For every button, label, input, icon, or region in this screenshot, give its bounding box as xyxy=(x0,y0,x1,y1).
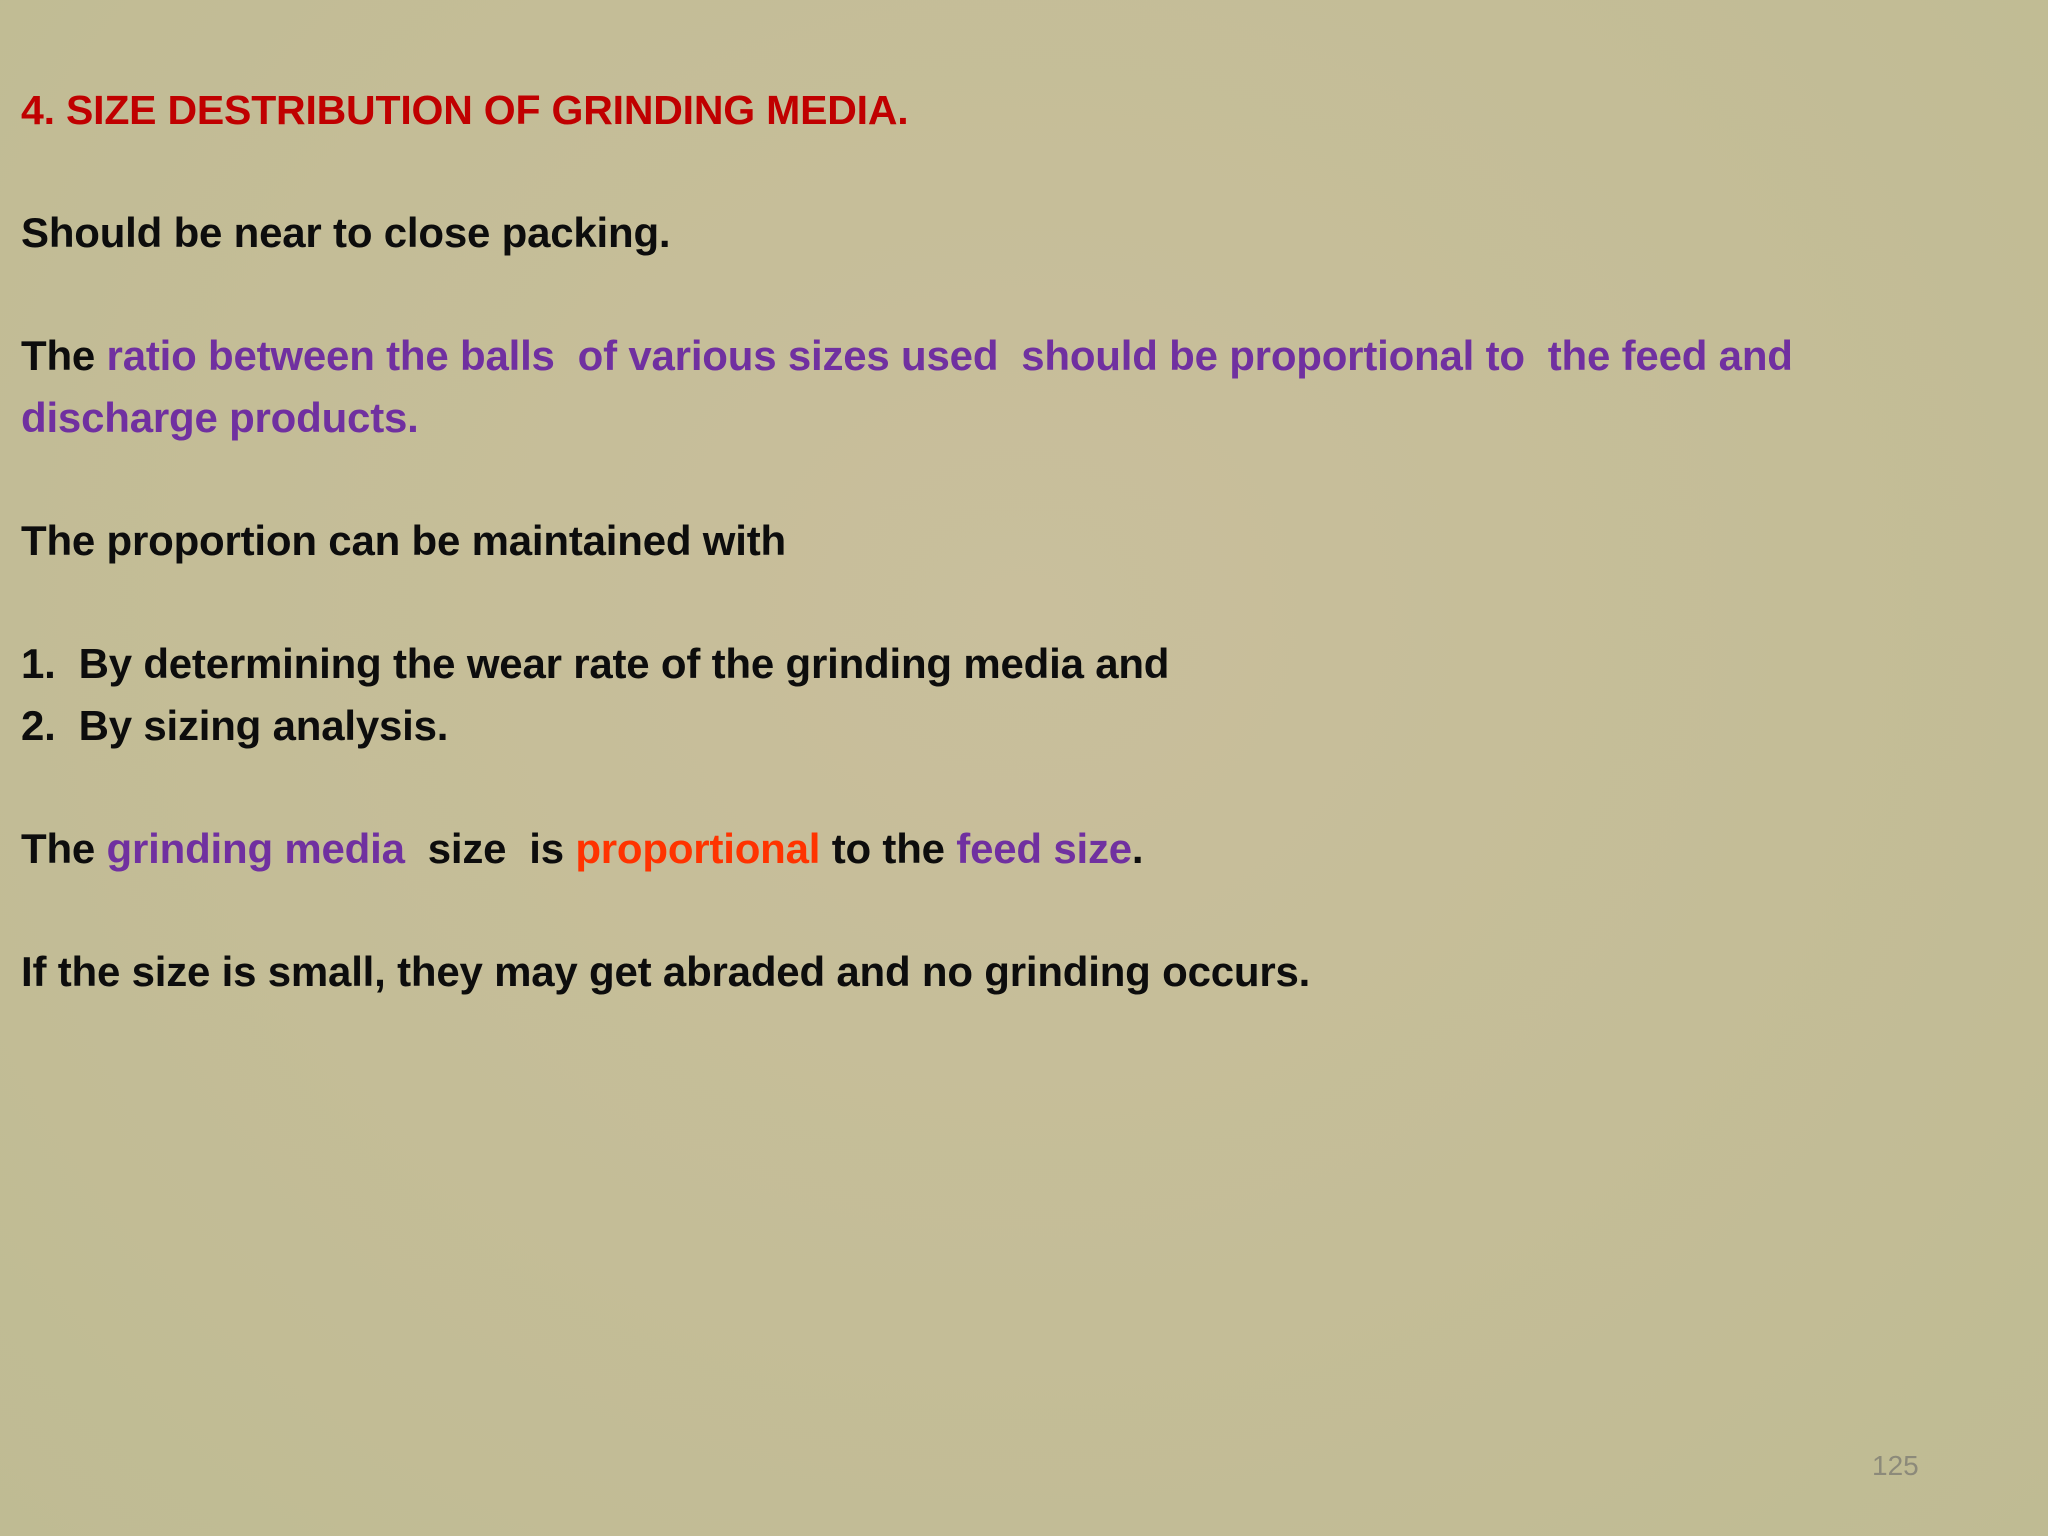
ratio-paragraph-line-1 xyxy=(21,325,1793,387)
list-item: 2. By sizing analysis. xyxy=(21,702,449,749)
abrasion-text: If the size is small, they may get abraded and no grinding occurs. xyxy=(21,948,1311,995)
feed-size-highlight: feed size xyxy=(956,825,1132,872)
media-size-part: . xyxy=(1131,825,1144,872)
ratio-highlight-text: ratio between the balls of various sizes used should be proportional to the feed and xyxy=(106,332,1793,379)
media-size-part: size is xyxy=(404,825,576,872)
media-size-paragraph xyxy=(21,818,1143,880)
media-size-part: to the xyxy=(820,825,957,872)
proportion-intro-text: The proportion can be maintained with xyxy=(21,517,786,564)
list-item: 1. By determining the wear rate of the grinding media and xyxy=(21,640,1170,687)
proportional-highlight: proportional xyxy=(575,825,821,872)
ratio-paragraph-line-2: discharge products. xyxy=(21,394,419,441)
close-packing-text: Should be near to close packing. xyxy=(21,209,671,256)
ratio-lead-text: The xyxy=(21,332,107,379)
slide-title: 4. SIZE DESTRIBUTION OF GRINDING MEDIA. xyxy=(21,87,909,133)
media-size-part: The xyxy=(21,825,107,872)
page-number: 125 xyxy=(1872,1450,1919,1481)
grinding-media-highlight: grinding media xyxy=(106,825,405,872)
